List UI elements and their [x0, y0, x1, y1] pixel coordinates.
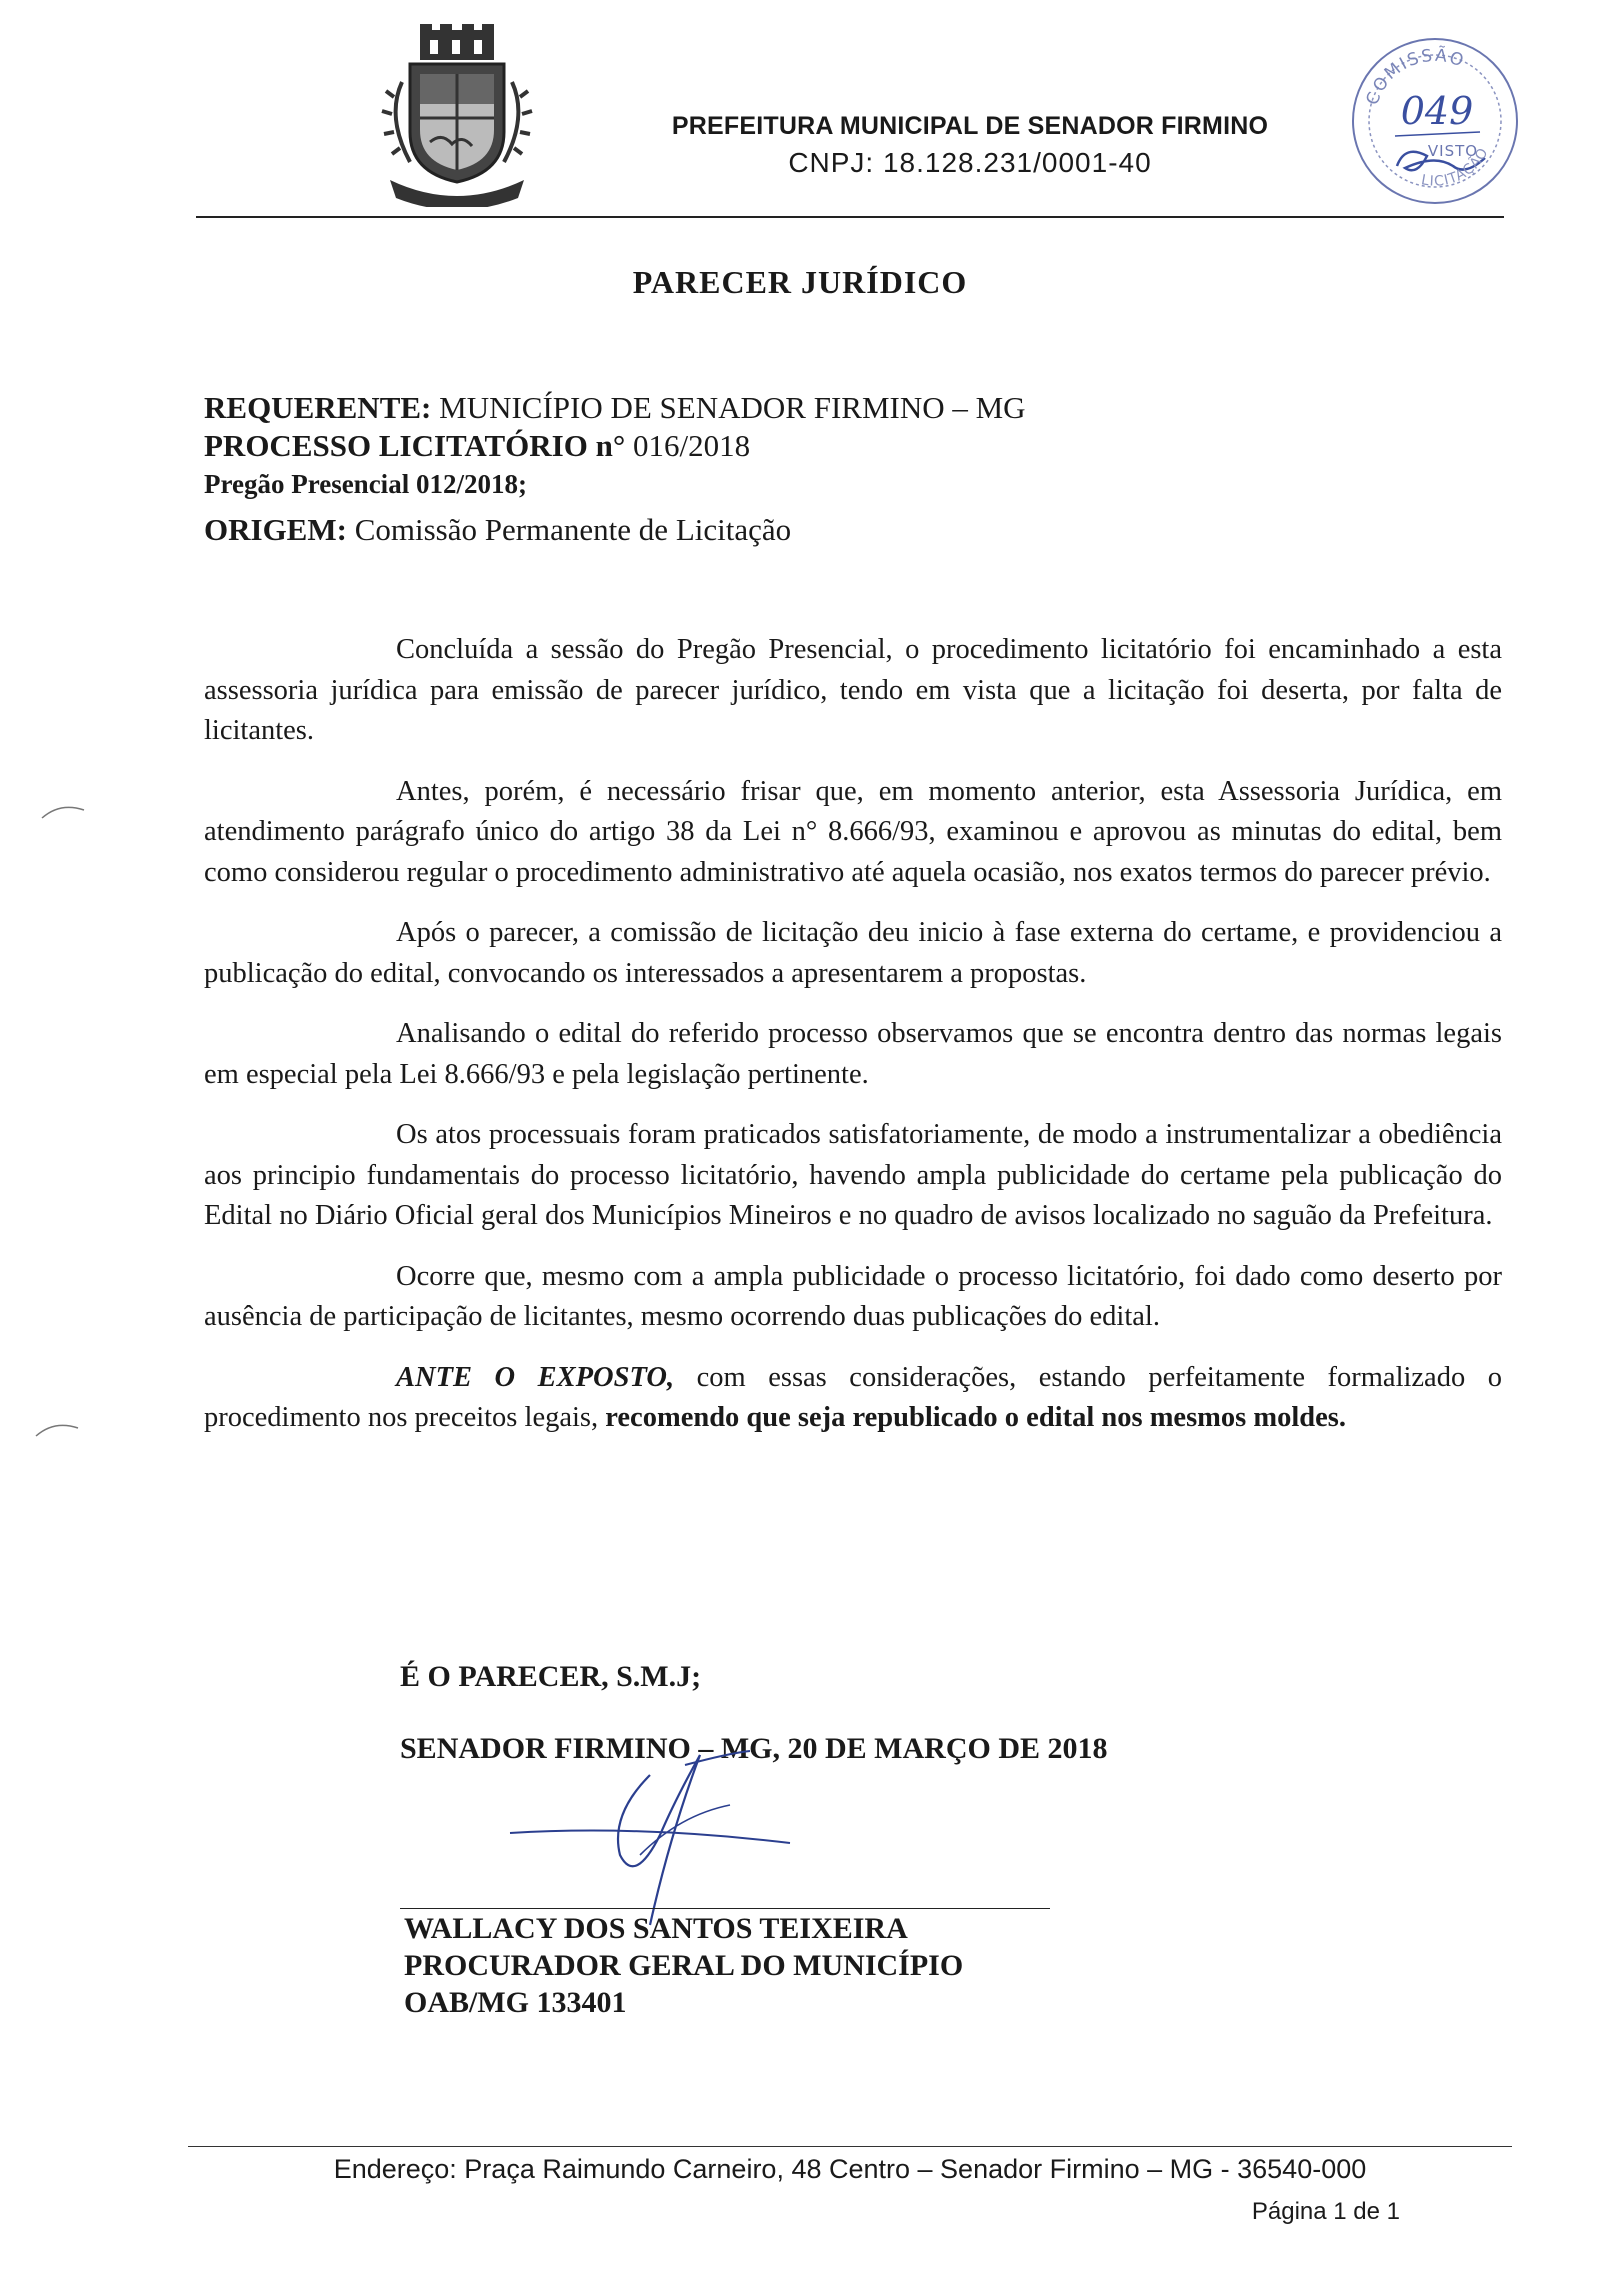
body-paragraph: Ocorre que, mesmo com a ampla publicidade o processo licitatório, foi dado como deserto por ausência de participação de licitantes, mesmo ocorrendo duas publicações do edital. [204, 1260, 1502, 1332]
requerente-value: MUNICÍPIO DE SENADOR FIRMINO – MG [431, 390, 1026, 425]
signer-role: PROCURADOR GERAL DO MUNICÍPIO [404, 1949, 964, 1982]
body-paragraph: Antes, porém, é necessário frisar que, em momento anterior, esta Assessoria Jurídica, em atendimento parágrafo único do artigo 38 da Lei n° 8.666/93, examinou e aprovou as minutas do edital, bem como considerou regular o procedimento administrativo até aquela ocasião, nos exatos termos do parecer prévio. [204, 775, 1502, 888]
conclusion-paragraph [204, 1358, 1502, 1439]
signer-oab: OAB/MG 133401 [404, 1986, 627, 2019]
body-paragraph: Os atos processuais foram praticados satisfatoriamente, de modo a instrumentalizar a obediência aos principio fundamentais do processo licitatório, havendo ampla publicidade do certame pela publicação do Edital no Diário Oficial geral dos Municípios Mineiros e no quadro de avisos localizado no saguão da Prefeitura. [204, 1119, 1502, 1231]
origem-value: Comissão Permanente de Licitação [346, 512, 792, 547]
footer-divider [188, 2146, 1512, 2147]
stamp-top-text: COMISSÃO [1362, 45, 1468, 108]
requerente-label: REQUERENTE: [204, 390, 432, 425]
requerente-line [204, 390, 1026, 426]
body-paragraph: Concluída a sessão do Pregão Presencial, o procedimento licitatório foi encaminhado a esta assessoria jurídica para emissão de parecer jurídico, tendo em vista que a licitação foi deserta, por falta de licitantes. [204, 634, 1502, 746]
processo-value: 016/2018 [625, 428, 751, 463]
handwritten-signature [500, 1745, 880, 1935]
licitacao-stamp [1335, 26, 1535, 216]
stamp-number: 049 [1400, 89, 1474, 133]
header-divider [196, 216, 1504, 218]
conclusion-lead: ANTE O EXPOSTO, [396, 1361, 675, 1393]
document-body [204, 630, 1502, 1459]
coat-of-arms-icon [372, 22, 542, 207]
signer-name: WALLACY DOS SANTOS TEIXEIRA [404, 1912, 908, 1945]
margin-mark [34, 1418, 80, 1438]
processo-label: PROCESSO LICITATÓRIO n° [204, 428, 626, 463]
margin-mark [40, 800, 86, 820]
origem-line [204, 512, 791, 548]
origem-label: ORIGEM: [204, 512, 347, 547]
footer-address: Endereço: Praça Raimundo Carneiro, 48 Centro – Senador Firmino – MG - 36540-000 [333, 2154, 1367, 2184]
page-number: Página 1 de 1 [1251, 2198, 1400, 2225]
stamp-bottom-text: LICITAÇÃO [1419, 144, 1493, 190]
cnpj-number: CNPJ: 18.128.231/0001-40 [788, 147, 1152, 178]
pregao-label: Pregão Presencial 012/2018; [204, 469, 527, 499]
place-and-date: SENADOR FIRMINO – MG, 20 DE MARÇO DE 2018 [400, 1732, 1108, 1765]
processo-line [204, 428, 750, 464]
closing-statement: É O PARECER, S.M.J; [400, 1660, 702, 1693]
stamp-middle-text: VISTO [1427, 142, 1479, 160]
signer-block [404, 1910, 963, 2021]
body-paragraph: Após o parecer, a comissão de licitação deu inicio à fase externa do certame, e providenciou a publicação do edital, convocando os interessados a apresentarem a propostas. [204, 917, 1502, 989]
signature-line [400, 1908, 1050, 1909]
organization-name: PREFEITURA MUNICIPAL DE SENADOR FIRMINO [671, 112, 1269, 140]
body-paragraph: Analisando o edital do referido processo observamos que se encontra dentro das normas legais em especial pela Lei 8.666/93 e pela legislação pertinente. [204, 1018, 1502, 1090]
document-title: PARECER JURÍDICO [632, 264, 968, 300]
pregao-line [204, 469, 527, 500]
conclusion-recommendation: recomendo que seja republicado o edital nos mesmos moldes. [605, 1402, 1347, 1433]
conclusion-text: com essas considerações, estando perfeitamente formalizado o procedimento nos preceitos legais, [204, 1361, 1502, 1433]
